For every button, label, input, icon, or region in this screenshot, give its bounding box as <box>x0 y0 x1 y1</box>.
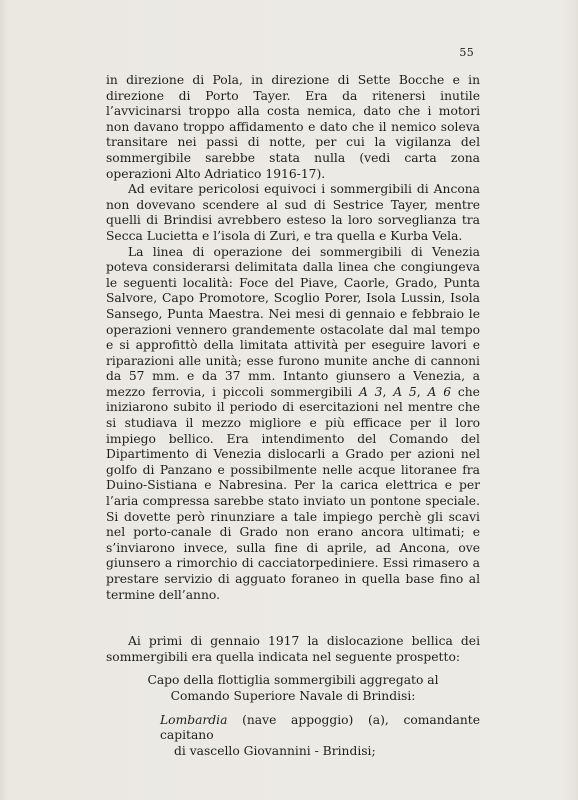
paragraph-1: in direzione di Pola, in direzione di Sette Bocche e in direzione di Porto Tayer. Era da ritenersi inutile l’avvicinarsi troppo alla costa nemica, dato che i motori non davano troppo affidamento e dato che il nemico soleva transitare nei passi di notte, per cui la vigilanza del sommergibile sarebbe stata nulla (vedi carta zona operazioni Alto Adriatico 1916-17). <box>106 73 480 181</box>
entry-line-2: di vascello Giovannini - Brindisi; <box>174 743 376 758</box>
paragraph-3: La linea di operazione dei sommergibili di Venezia poteva considerarsi delimitata dalla linea che congiungeva le seguenti località: Foce del Piave, Caorle, Grado, Punta Salvore, Capo Promotore, Scoglio Porer, Isola Lussin, Isola Sansego, Punta Maestra. Nei mesi di gennaio e febbraio le operazioni vennero grandemente ostacolate dal mal tempo e si approfittò della limitata attività per eseguire lavori e riparazioni alle unità; esse furono munite anche di cannoni da 57 mm. e da 37 mm. Intanto giunsero a Venezia, a mezzo ferrovia, i piccoli sommergibili A 3, A 5, A 6 che iniziarono subito il periodo di esercitazioni nel mentre che si studiava il mezzo migliore e più efficace per il loro impiego bellico. Era intendimento del Comando del Dipartimento di Venezia dislocarli a Grado per azioni nel golfo di Panzano e possibilmente nelle acque litoranee fra Duino-Sistiana e Nabresina. Per la carica elettrica e per l’aria compressa sarebbe stato inviato un pontone speciale. Si dovette però rinunziare a tale impiego perchè gli scavi nel porto-canale di Grado non erano ancora ultimati; e s’inviarono invece, sulla fine di aprile, ad Ancona, ove giunsero a rimorchio di cacciatorpediniere. Essi rimasero a prestare servizio di agguato foraneo in quella base fino al termine dell’anno. <box>106 244 480 602</box>
page-number: 55 <box>459 46 474 59</box>
submarine-a3: A 3 <box>358 384 383 399</box>
deployment-list <box>106 673 480 759</box>
entry-line-1: (nave appoggio) (a), comandante capitano <box>160 712 480 743</box>
list-entry-lombardia <box>106 713 480 760</box>
list-heading: Capo della flottiglia sommergibili aggregato al Comando Superiore Navale di Brindisi: <box>147 673 439 703</box>
paragraph-3-text-a: La linea di operazione dei sommergibili di Venezia poteva considerarsi delimitata dalla linea che congiungeva le seguenti località: Foce del Piave, Caorle, Grado, Punta Salvore, Capo Promotore, Scoglio Porer, Isola Lussin, Isola Sansego, Punta Maestra. Nei mesi di gennaio e febbraio le operazioni vennero grandemente ostacolate dal mal tempo e si approfittò della limitata attività per eseguire lavori e riparazioni alle unità; esse furono munite anche di cannoni da 57 mm. e da 37 mm. Intanto giunsero a Venezia, a mezzo ferrovia, i piccoli sommergibili <box>106 244 480 399</box>
section-gap <box>106 603 480 634</box>
paragraph-4: Ai primi di gennaio 1917 la dislocazione bellica dei sommergibili era quella indicata nel seguente prospetto: <box>106 634 480 664</box>
page-body <box>106 73 480 759</box>
ship-name: Lombardia <box>160 712 228 727</box>
submarine-a6: A 6 <box>427 384 452 399</box>
paragraph-3-text-b: che iniziarono subito il periodo di esercitazioni nel mentre che si studiava il mezzo migliore e più efficace per il loro impiego bellico. Era intendimento del Comando del Dipartimento di Venezia dislocarli a Grado per azioni nel golfo di Panzano e possibilmente nelle acque litoranee fra Duino-Sistiana e Nabresina. Per la carica elettrica e per l’aria compressa sarebbe stato inviato un pontone speciale. Si dovette però rinunziare a tale impiego perchè gli scavi nel porto-canale di Grado non erano ancora ultimati; e s’inviarono invece, sulla fine di aprile, ad Ancona, ove giunsero a rimorchio di cacciatorpediniere. Essi rimasero a prestare servizio di agguato foraneo in quella base fino al termine dell’anno. <box>106 384 480 602</box>
submarine-a5: A 5 <box>393 384 417 399</box>
paragraph-2: Ad evitare pericolosi equivoci i sommergibili di Ancona non dovevano scendere al sud di Sestrice Tayer, mentre quelli di Brindisi avrebbero esteso la loro sorveglianza tra Secca Lucietta e l’isola di Zuri, e tra quella e Kurba Vela. <box>106 182 480 243</box>
